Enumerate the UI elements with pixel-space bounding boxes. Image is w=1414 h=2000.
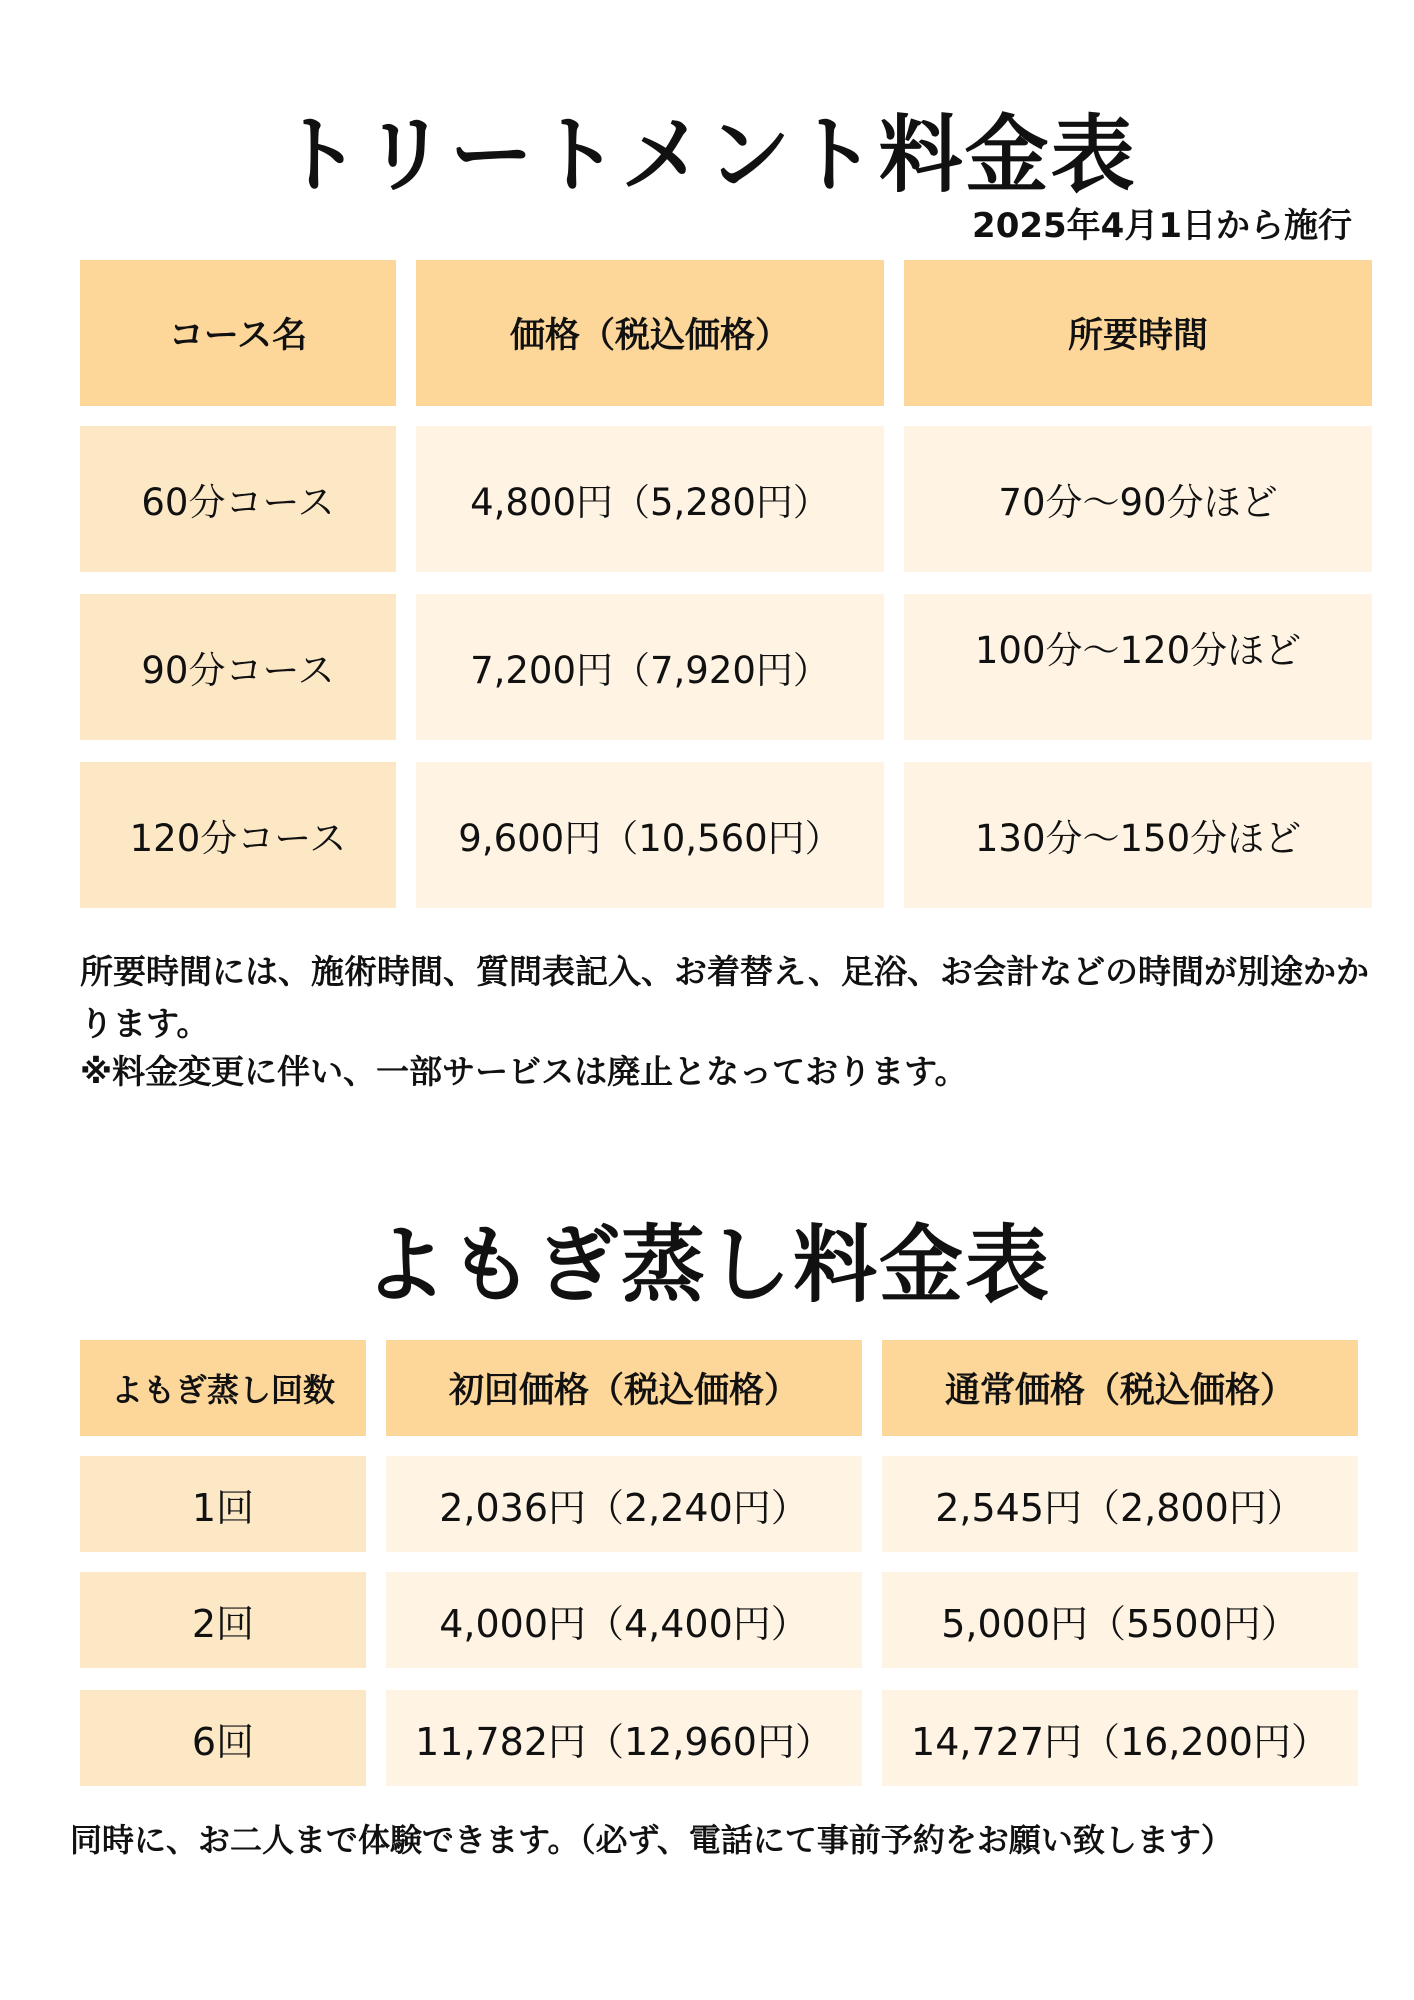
table-header-course-name: コース名 (80, 260, 396, 406)
reservation-note: 同時に、お二人まで体験できます。（必ず、電話にて事前予約をお願い致します） (70, 1821, 1233, 1859)
table-cell-first-price: 4,000円（4,400円） (386, 1572, 862, 1668)
table-header-sessions: よもぎ蒸し回数 (80, 1340, 366, 1436)
table-header-first-price: 初回価格（税込価格） (386, 1340, 862, 1436)
table-cell-duration: 130分〜150分ほど (904, 762, 1372, 908)
treatment-price-title: トリートメント料金表 (277, 106, 1137, 204)
table-cell-price: 4,800円（5,280円） (416, 426, 884, 572)
table-header-duration: 所要時間 (904, 260, 1372, 406)
table-cell-course: 120分コース (80, 762, 396, 908)
table-cell-course: 90分コース (80, 594, 396, 740)
table-cell-price: 9,600円（10,560円） (416, 762, 884, 908)
duration-note: 所要時間には、施術時間、質問表記入、お着替え、足浴、お会計などの時間が別途かかります。 (80, 952, 1369, 1043)
table-cell-first-price: 11,782円（12,960円） (386, 1690, 862, 1786)
table-cell-regular-price: 2,545円（2,800円） (882, 1456, 1358, 1552)
table-header-price: 価格（税込価格） (416, 260, 884, 406)
table-cell-price: 7,200円（7,920円） (416, 594, 884, 740)
table-header-regular-price: 通常価格（税込価格） (882, 1340, 1358, 1436)
table-cell-first-price: 2,036円（2,240円） (386, 1456, 862, 1552)
table-cell-sessions: 6回 (80, 1690, 366, 1786)
table-cell-duration: 70分〜90分ほど (904, 426, 1372, 572)
effective-date: 2025年4月1日から施行 (972, 206, 1352, 246)
table-cell-sessions: 1回 (80, 1456, 366, 1552)
table-cell-regular-price: 14,727円（16,200円） (882, 1690, 1358, 1786)
table-cell-duration: 100分〜120分ほど (904, 594, 1372, 740)
table-cell-regular-price: 5,000円（5500円） (882, 1572, 1358, 1668)
table-cell-course: 60分コース (80, 426, 396, 572)
service-change-note: ※料金変更に伴い、一部サービスは廃止となっております。 (80, 1052, 968, 1091)
table-cell-sessions: 2回 (80, 1572, 366, 1668)
yomogi-price-title: よもぎ蒸し料金表 (362, 1216, 1051, 1314)
